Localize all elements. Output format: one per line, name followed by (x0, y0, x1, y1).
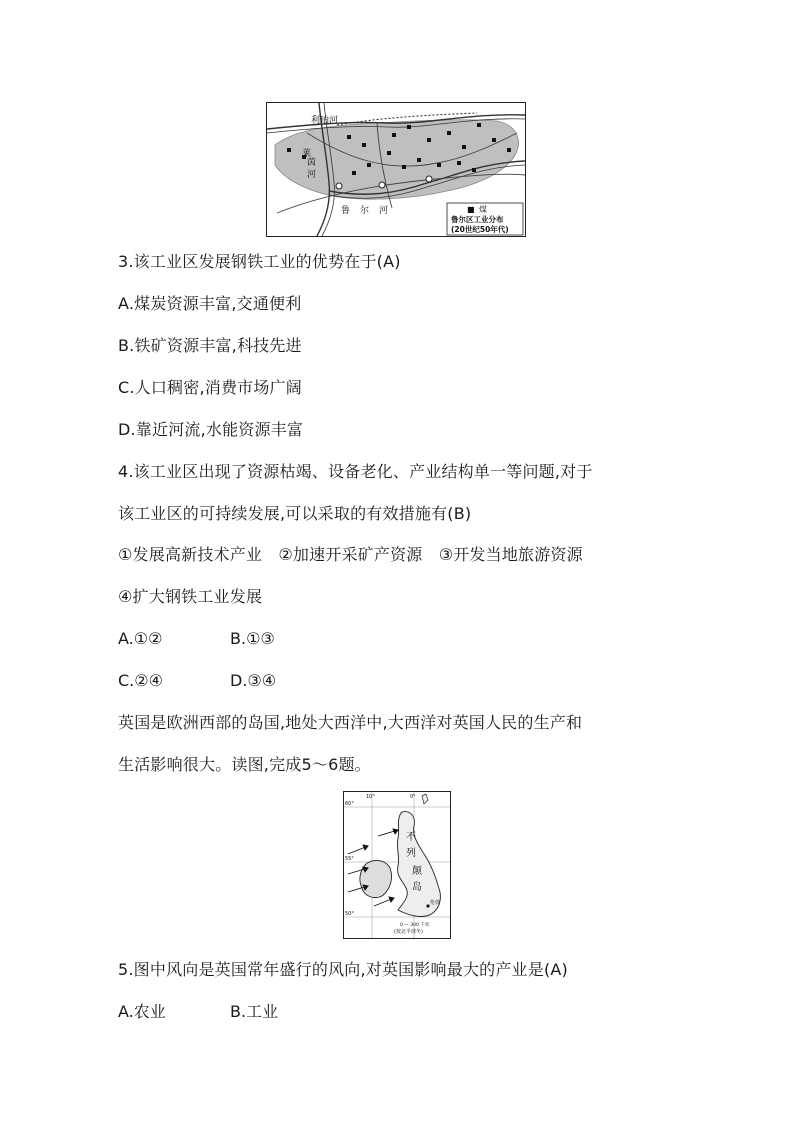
q3-stem: 3.该工业区发展钢铁工业的优势在于(A) (118, 252, 401, 271)
island-char-4: 岛 (412, 882, 422, 893)
q4-option-d: D.③④ (230, 671, 277, 690)
map1-caption-line2: (20世纪50年代) (451, 225, 509, 234)
rhine-river-label-2: 茵 (307, 158, 317, 168)
lat-50-label: 50° (345, 911, 354, 917)
city-marker (426, 176, 432, 182)
q4-items-line2: ④扩大钢铁工业发展 (118, 587, 263, 606)
q4-option-a: A.①② (118, 629, 163, 648)
q4-option-c: C.②④ (118, 671, 163, 690)
q4-option-b: B.①③ (230, 629, 275, 648)
q4-items-line1: ①发展高新技术产业 ②加速开采矿产资源 ③开发当地旅游资源 (118, 545, 583, 564)
ruhr-map-svg (267, 103, 525, 236)
legend-symbol: ■ (467, 205, 475, 214)
intro-line1: 英国是欧洲西部的岛国,地处大西洋中,大西洋对英国人民的生产和 (118, 713, 583, 732)
lat-55-label: 55° (345, 856, 354, 862)
q4-stem-line2: 该工业区的可持续发展,可以采取的有效措施有(B) (118, 504, 472, 523)
scale-note: 0 — 300 千米 (400, 923, 430, 928)
intro-line2: 生活影响很大。读图,完成5～6题。 (118, 755, 371, 774)
q3-option-d: D.靠近河流,水能资源丰富 (118, 420, 304, 439)
q4-stem-line1: 4.该工业区出现了资源枯竭、设备老化、产业结构单一等问题,对于 (118, 462, 593, 481)
uk-map-svg (344, 792, 450, 938)
rhine-river-label-3: 河 (307, 170, 317, 180)
lon-0-label: 0° (410, 794, 416, 800)
q5-option-b: B.工业 (230, 1002, 279, 1021)
city-marker (336, 183, 342, 189)
uk-map-figure (343, 791, 451, 939)
island-char-1: 不 (406, 832, 416, 843)
ireland-landmass (360, 861, 392, 898)
london-label: 伦敦 (430, 900, 441, 906)
ruhr-map-figure (266, 102, 526, 237)
rhine-river-label: 莱 (300, 148, 310, 157)
legend-label: 煤 (479, 205, 487, 214)
q3-option-b: B.铁矿资源丰富,科技先进 (118, 336, 302, 355)
island-char-3: 颠 (412, 866, 422, 877)
uk-map-caption: (按北半球冬) (394, 929, 423, 935)
q5-stem: 5.图中风向是英国常年盛行的风向,对英国影响最大的产业是(A) (118, 960, 568, 979)
island-char-2: 列 (406, 848, 416, 859)
q3-option-c: C.人口稠密,消费市场广阔 (118, 378, 302, 397)
q5-option-a: A.农业 (118, 1002, 166, 1021)
lon-10-label: 10° (366, 794, 375, 800)
map1-caption-line1: 鲁尔区工业分布 (451, 215, 504, 224)
q3-option-a: A.煤炭资源丰富,交通便利 (118, 294, 302, 313)
lat-60-label: 60° (345, 801, 354, 807)
ruhr-river-label: 鲁尔河 (341, 206, 399, 216)
lippe-river-label: 利珀河 (311, 116, 339, 126)
northern-isles (422, 794, 428, 804)
city-marker (379, 182, 385, 188)
